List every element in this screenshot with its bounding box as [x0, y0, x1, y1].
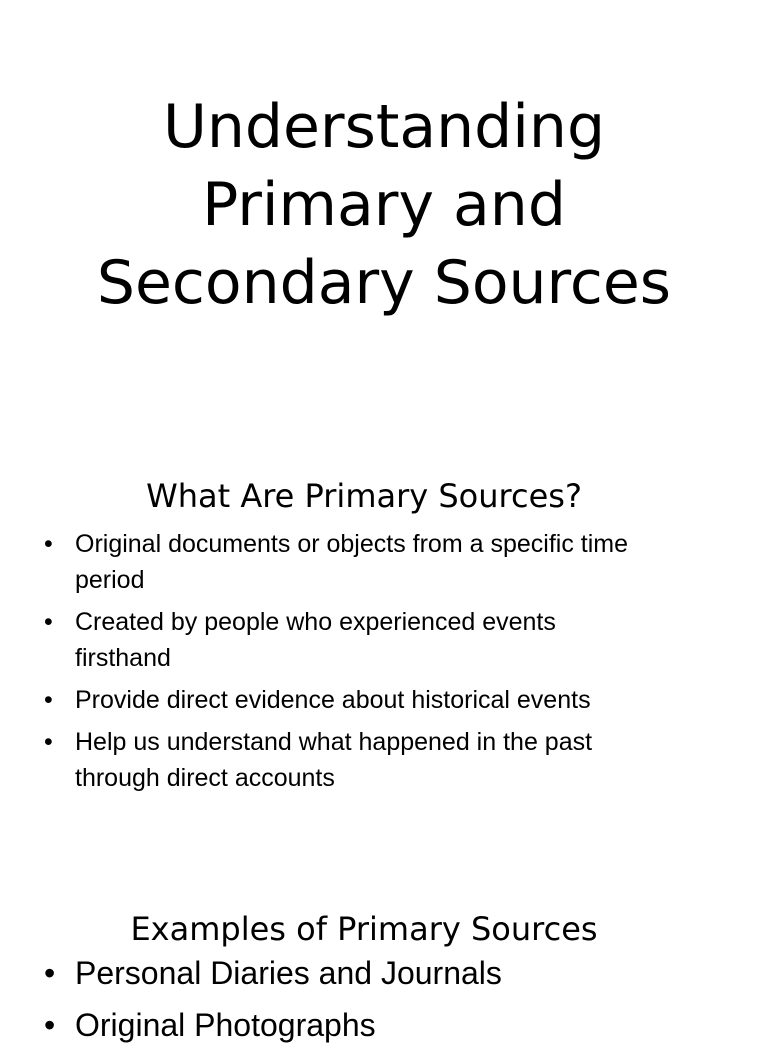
- title-line-2: Primary and: [202, 170, 566, 240]
- list-item-text: Help us understand what happened in the past through direct accounts: [75, 728, 593, 792]
- list-item-text: Personal Diaries and Journals: [75, 955, 502, 991]
- bullet-icon: •: [44, 1007, 56, 1043]
- list-item: [44, 952, 654, 994]
- bullet-list-examples: [44, 952, 654, 1056]
- bullet-icon: •: [44, 728, 53, 756]
- list-item: [44, 1004, 654, 1046]
- list-item: [44, 682, 654, 718]
- bullet-list-primary-sources: [44, 526, 654, 802]
- list-item: [44, 724, 654, 796]
- list-item-text: Provide direct evidence about historical events: [75, 686, 591, 714]
- title-line-1: Understanding: [162, 92, 606, 162]
- list-item: [44, 604, 654, 676]
- bullet-icon: •: [44, 686, 53, 714]
- title-line-3: Secondary Sources: [96, 248, 672, 318]
- list-item: [44, 526, 654, 598]
- list-item-text: Created by people who experienced events firsthand: [75, 608, 556, 672]
- list-item-text: Original Photographs: [75, 1007, 376, 1043]
- bullet-icon: •: [44, 608, 53, 636]
- section-heading-examples: Examples of Primary Sources: [130, 910, 598, 948]
- section-heading-primary-sources: What Are Primary Sources?: [146, 477, 582, 515]
- bullet-icon: •: [44, 530, 53, 558]
- list-item-text: Original documents or objects from a specific time period: [75, 530, 628, 594]
- page-title: [0, 88, 768, 322]
- bullet-icon: •: [44, 955, 56, 991]
